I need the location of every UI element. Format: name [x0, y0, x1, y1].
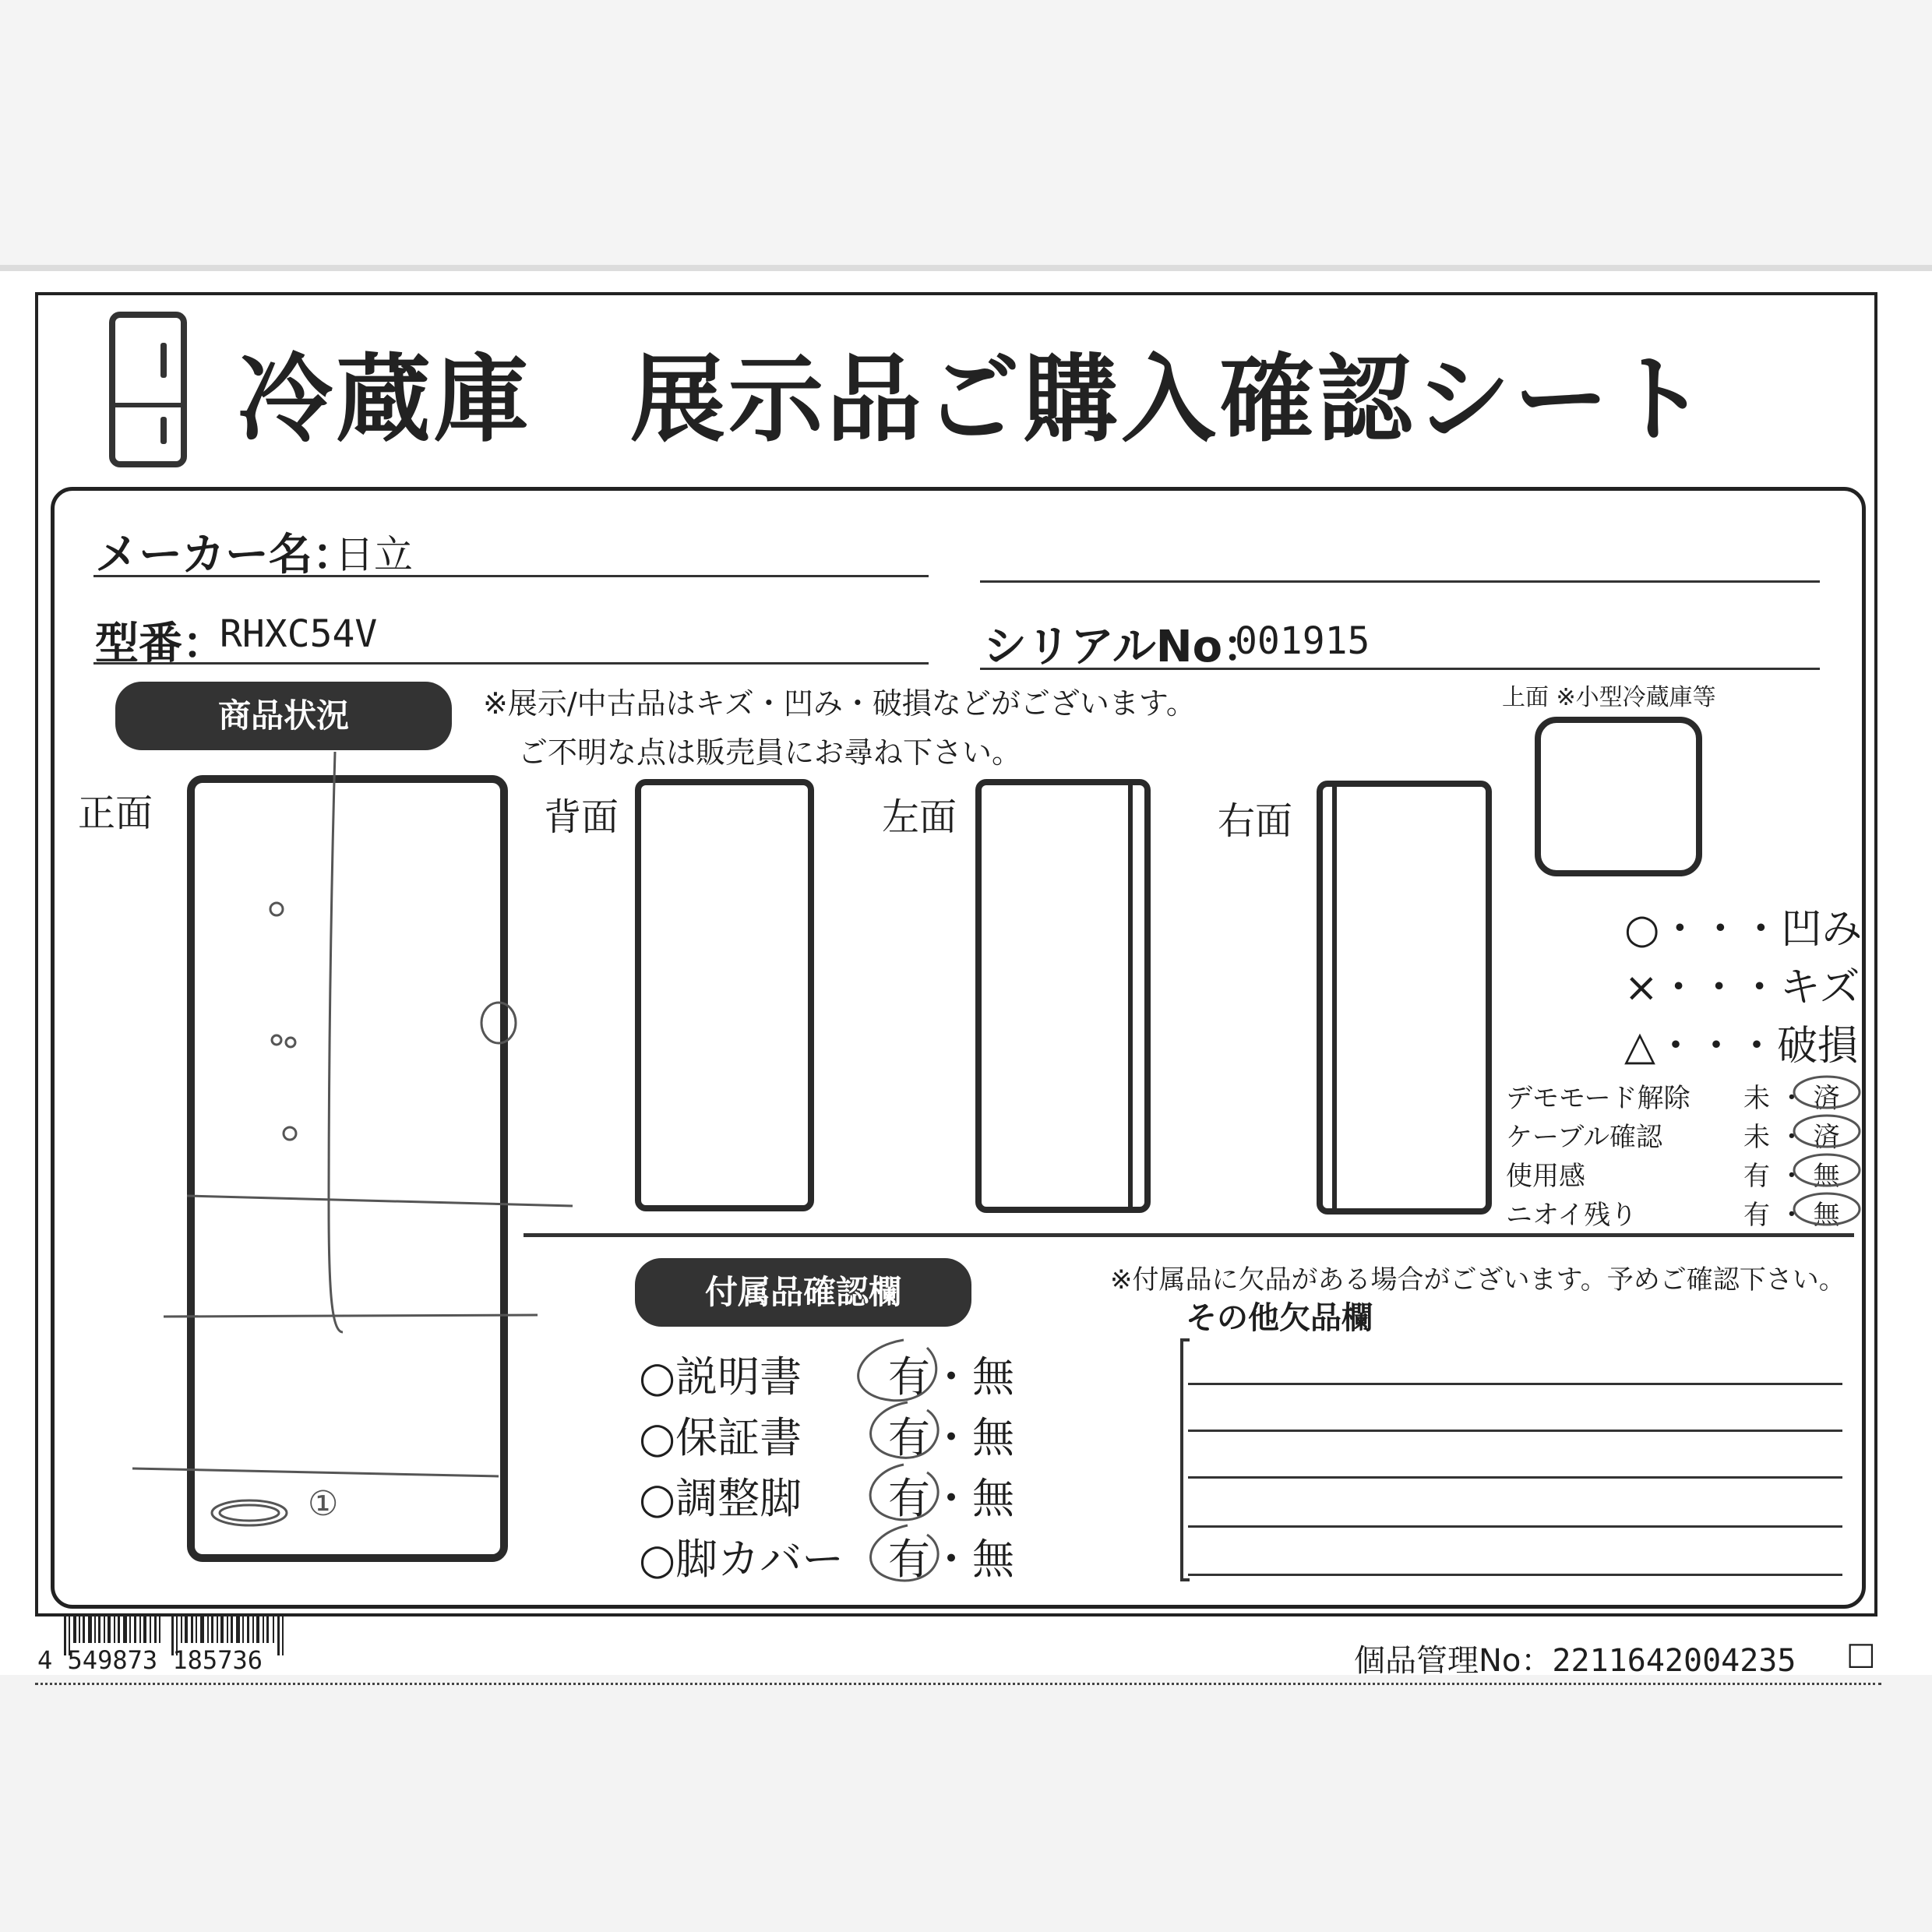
accessory-legs-label: ○調整脚: [639, 1474, 802, 1523]
scan-background-top: [0, 0, 1932, 269]
circle-symbol: ○: [1624, 906, 1660, 953]
legend-scratch: [1624, 954, 1860, 1013]
check-handwritten-circles: [1784, 1067, 1877, 1239]
blank-underline: [980, 580, 1820, 583]
check-cable-options: 未 ・ 済: [1743, 1122, 1840, 1153]
model-value: RHXC54V: [220, 612, 378, 656]
legend-damage-text: ・・・破損: [1655, 1023, 1859, 1070]
management-number-label: 個品管理No：: [1354, 1643, 1553, 1679]
other-missing-title: その他欠品欄: [1186, 1300, 1373, 1336]
scan-background-bottom: [0, 1675, 1932, 1932]
check-usage-options: 有 ・ 無: [1743, 1161, 1840, 1192]
accessory-manual-label: ○説明書: [639, 1352, 802, 1401]
other-missing-bracket: [1180, 1338, 1190, 1581]
left-face-label: 左面: [882, 795, 957, 839]
scan-edge: [0, 265, 1932, 271]
refrigerator-icon: [109, 312, 187, 467]
model-underline: [93, 662, 929, 665]
left-face-diagram: [975, 779, 1151, 1213]
legend-damage: [1624, 1013, 1858, 1071]
right-face-label: 右面: [1218, 799, 1293, 843]
management-checkbox[interactable]: □: [1846, 1636, 1876, 1672]
accessories-note: ※付属品に欠品がある場合がございます。予めご確認下さい。: [1110, 1264, 1846, 1296]
check-demo-options: 未 ・ 済: [1743, 1083, 1840, 1114]
check-cable-label: ケーブル確認: [1506, 1122, 1662, 1153]
top-face-label: 上面 ※小型冷蔵庫等: [1502, 684, 1716, 711]
other-missing-line-3[interactable]: [1188, 1476, 1842, 1479]
right-face-side-line: [1332, 787, 1337, 1208]
accessory-leg-cover-options: 有・無: [888, 1535, 1014, 1584]
front-face-handwritten-marks: [125, 740, 592, 1581]
serial-value: 001915: [1235, 619, 1370, 663]
legend-scratch-text: ・・・キズ: [1658, 964, 1860, 1011]
front-face-label: 正面: [78, 791, 153, 835]
left-face-side-line: [1128, 785, 1133, 1207]
check-demo-label: デモモード解除: [1506, 1083, 1690, 1114]
check-odor-options: 有 ・ 無: [1743, 1200, 1840, 1231]
serial-underline: [980, 668, 1820, 670]
management-number: [1354, 1636, 1796, 1680]
barcode-number: 4 549873 185736: [37, 1645, 263, 1675]
legend-dent-text: ・・・凹み: [1659, 906, 1863, 953]
maker-value: 日立: [335, 532, 413, 577]
triangle-symbol: △: [1624, 1023, 1655, 1070]
other-missing-line-1[interactable]: [1188, 1383, 1842, 1385]
sheet-title: 冷蔵庫 展示品ご購入確認シート: [238, 344, 1710, 455]
accessory-legs-options: 有・無: [888, 1474, 1014, 1523]
management-number-value: 2211642004235: [1552, 1643, 1796, 1679]
accessory-warranty-options: 有・無: [888, 1413, 1014, 1462]
accessory-manual-options: 有・無: [888, 1352, 1014, 1401]
accessory-leg-cover-label: ○脚カバー: [639, 1535, 844, 1584]
condition-badge: 商品状況: [115, 682, 452, 750]
maker-underline: [93, 575, 929, 577]
back-face-diagram: [635, 779, 814, 1211]
legend-dent: [1624, 896, 1862, 954]
cross-symbol: ×: [1624, 964, 1659, 1011]
condition-note-line1: ※展示/中古品はキズ・凹み・破損などがございます。: [483, 686, 1196, 721]
accessory-handwritten-circles: [834, 1324, 989, 1589]
model-label: 型番：: [95, 619, 226, 669]
other-missing-line-2[interactable]: [1188, 1430, 1842, 1432]
back-face-label: 背面: [544, 795, 619, 839]
accessories-badge: 付属品確認欄: [635, 1258, 971, 1327]
cut-line: [35, 1683, 1881, 1685]
other-missing-line-4[interactable]: [1188, 1525, 1842, 1528]
check-odor-label: ニオイ残り: [1506, 1200, 1638, 1231]
condition-note-line2: ご不明な点は販売員にお尋ね下さい。: [518, 735, 1022, 770]
front-face-annotation: ①: [308, 1484, 339, 1524]
right-face-diagram: [1317, 781, 1492, 1215]
top-face-diagram: [1535, 717, 1702, 876]
section-divider: [524, 1233, 1854, 1237]
other-missing-line-5[interactable]: [1188, 1574, 1842, 1576]
accessory-warranty-label: ○保証書: [639, 1413, 802, 1462]
maker-label: メーカー名：: [95, 530, 356, 580]
serial-label: シリアルNo：: [983, 622, 1267, 672]
check-usage-label: 使用感: [1506, 1161, 1585, 1192]
